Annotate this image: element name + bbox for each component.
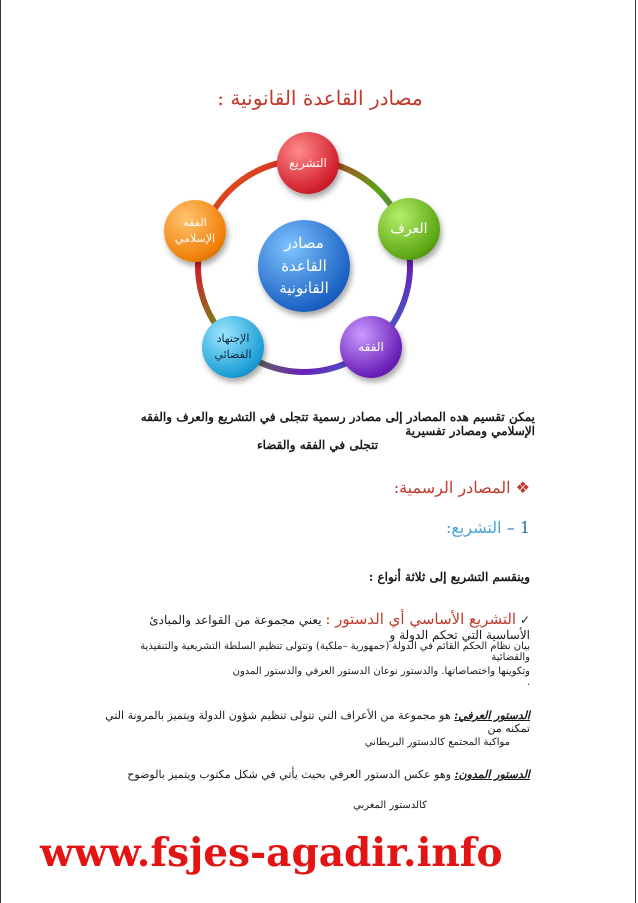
- heading-legislation-number: 1: [519, 518, 530, 537]
- center-line-1: مصادر: [284, 234, 324, 253]
- customary-constitution-text: هو مجموعة من الأعراف التي تتولى تنظيم شؤون الدولة ويتميز بالمرونة التي تمكنه من: [105, 709, 530, 735]
- node-jurisprudence-label: الفقه: [358, 340, 384, 354]
- heading-legislation-label: التشريع:: [446, 518, 502, 537]
- written-constitution-line-1: [105, 768, 530, 781]
- basic-legislation-text-1: يعني مجموعة من القواعد والمبادئ الأساسية التي تحكم الدولة و: [149, 613, 530, 642]
- basic-legislation-line-3: وتكوينها واختصاصاتها. والدستور نوعان الدستور العرفي والدستور المدون .: [232, 666, 530, 688]
- intro-line-2: تتجلى في الفقه والقضاء: [256, 438, 379, 452]
- node-judicial-ijtihad: [202, 316, 264, 378]
- node-islamic-fiqh: [164, 200, 226, 262]
- basic-legislation-line-1: [110, 610, 530, 642]
- node-custom: [378, 198, 440, 260]
- page-title: مصادر القاعدة القانونية :: [217, 86, 423, 110]
- legislation-types-intro: وينقسم التشريع إلى ثلاثة أنواع :: [368, 570, 530, 584]
- heading-legislation: [420, 518, 530, 537]
- node-islami-line-2: الإسلامي: [174, 232, 216, 245]
- footer-website-watermark: www.fsjes-agadir.info: [40, 830, 503, 876]
- written-constitution-text: وهو عكس الدستور العرفي بحيث يأتي في شكل مكتوب ويتميز بالوضوح: [127, 768, 451, 781]
- page-right-border: [635, 0, 636, 903]
- customary-constitution-term: الدستور العرفي:: [454, 709, 530, 722]
- basic-legislation-term: التشريع الأساسي أي الدستور :: [325, 610, 517, 628]
- node-legislation-label: التشريع: [289, 156, 327, 170]
- heading-official-label: المصادر الرسمية:: [393, 478, 511, 497]
- center-line-3: القانونية: [279, 279, 329, 298]
- center-node: [258, 220, 350, 312]
- node-ijtihad-line-1: الإجتهاد: [216, 331, 250, 345]
- written-constitution-term: الدستور المدون:: [454, 768, 530, 781]
- customary-constitution-line-1: [105, 709, 530, 735]
- node-ijtihad-line-2: القضائي: [214, 348, 252, 361]
- node-custom-label: العرف: [390, 220, 428, 237]
- node-jurisprudence: [340, 316, 402, 378]
- written-constitution-line-2: كالدستور المغربي: [353, 800, 427, 811]
- diamond-bullet-icon: ❖: [515, 478, 530, 497]
- center-line-2: القاعدة: [281, 256, 327, 275]
- node-islami-line-1: الفقه: [183, 215, 207, 229]
- customary-constitution-line-2: مواكبة المجتمع كالدستور البريطاني: [364, 737, 510, 748]
- intro-line-1: يمكن تقسيم هده المصادر إلى مصادر رسمية تتجلى في التشريع والعرف والفقه الإسلامي ومصادر تفسيرية: [140, 410, 535, 438]
- heading-official-sources: [380, 478, 530, 497]
- node-legislation: [277, 132, 339, 194]
- checkmark-icon: ✓: [519, 613, 530, 627]
- sources-diagram: [150, 120, 440, 390]
- page-left-border: [0, 0, 1, 903]
- heading-legislation-dash: –: [506, 518, 515, 537]
- basic-legislation-line-2: بيان نظام الحكم القائم في الدولة (جمهورية –ملكية) وتتولى تنظيم السلطة التشريعية والتنفيذية والقضائية: [140, 641, 530, 663]
